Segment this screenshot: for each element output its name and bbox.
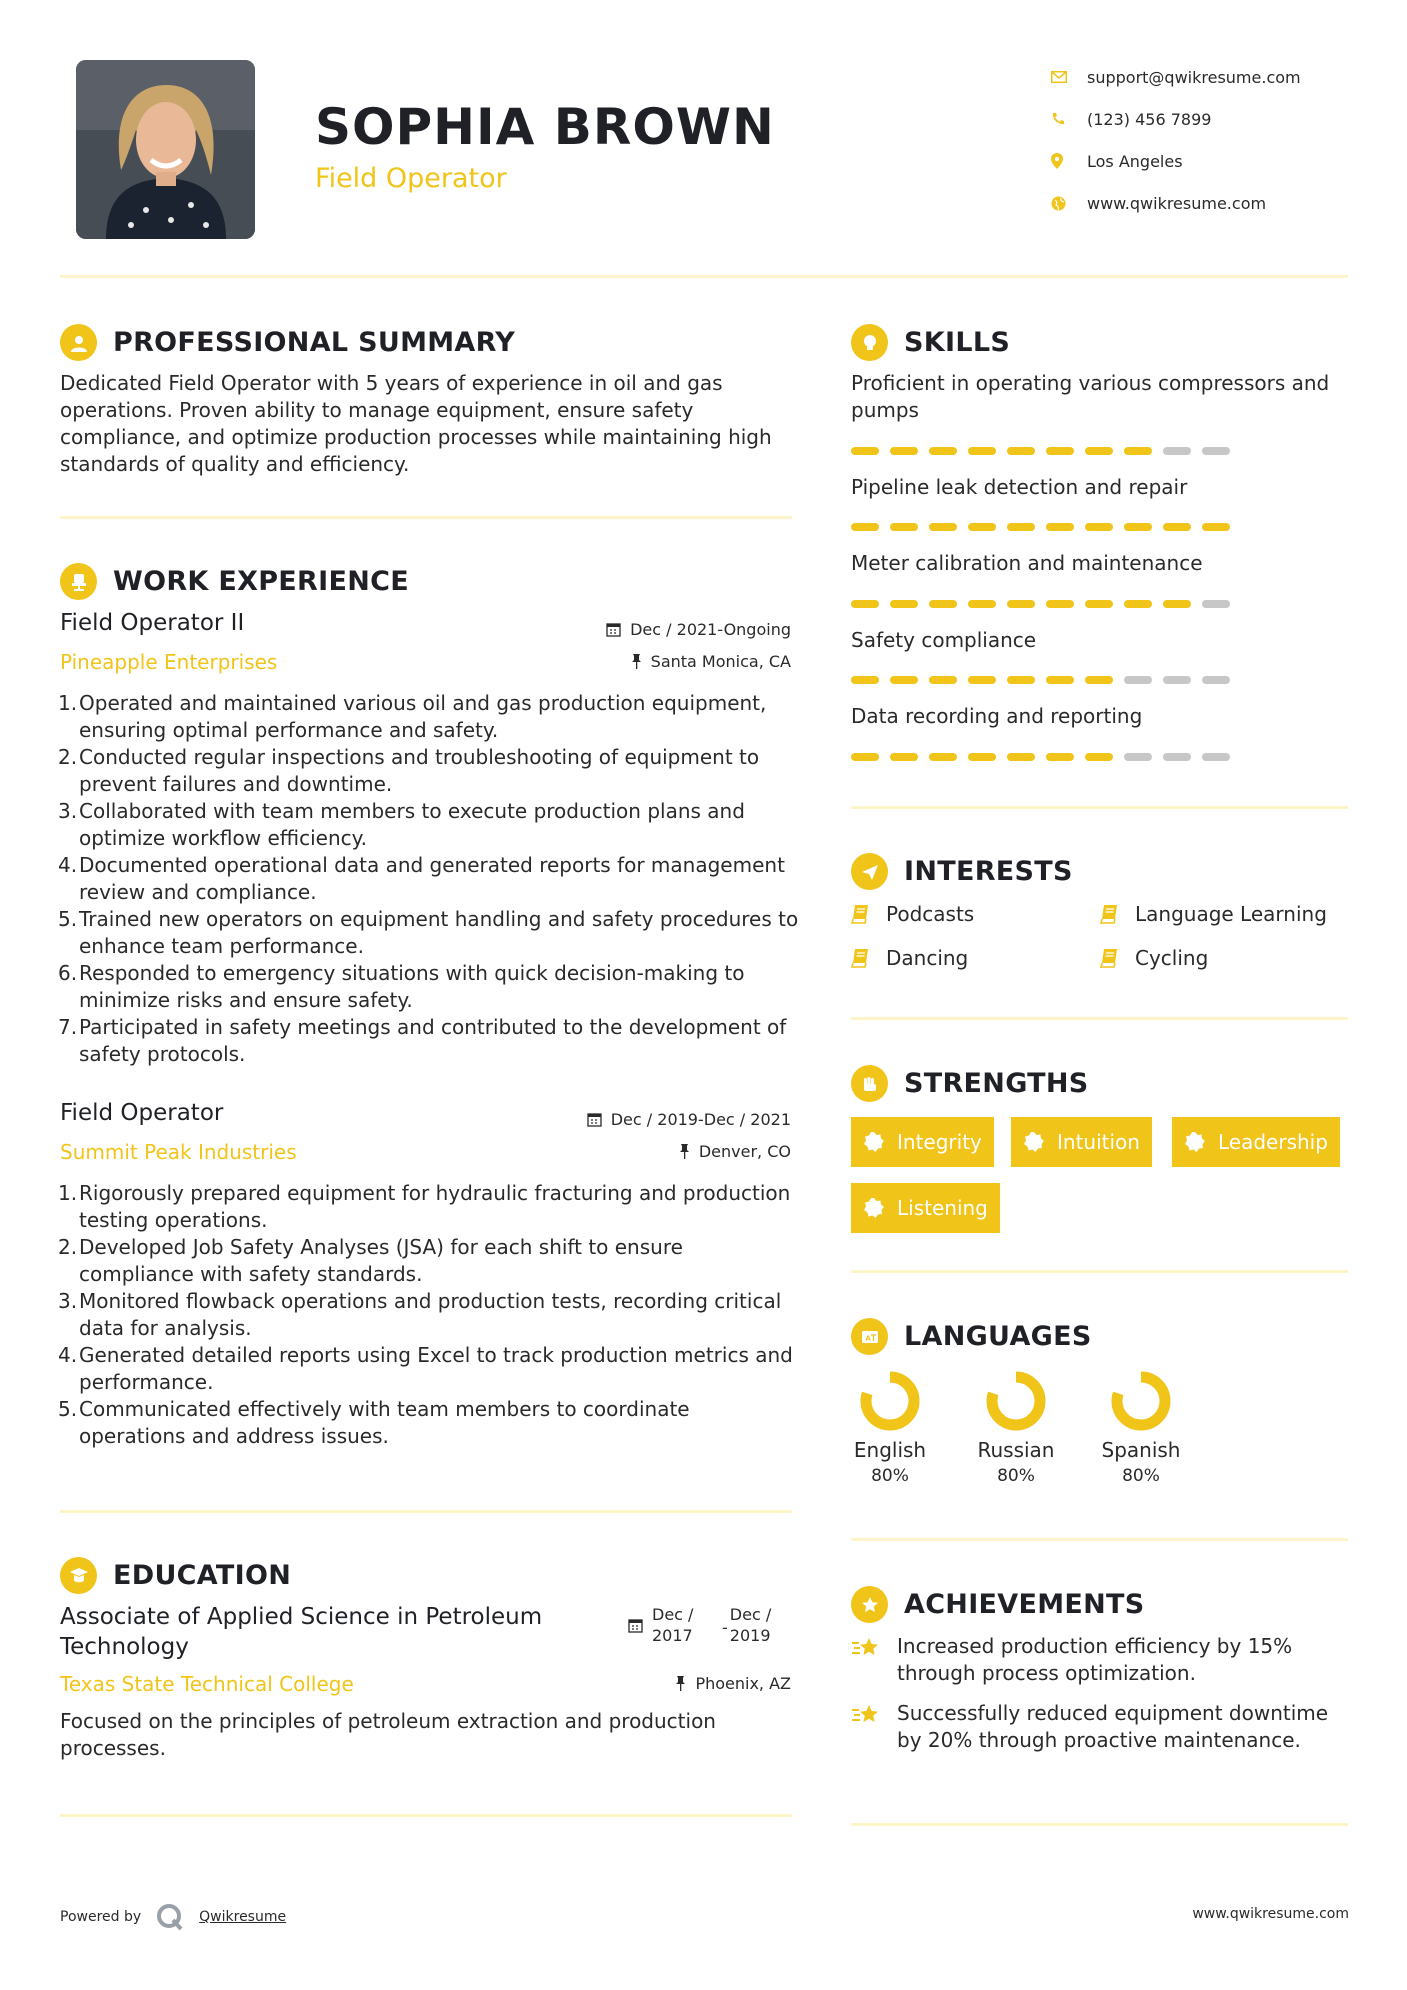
rating-dot-filled [929, 447, 957, 455]
rating-dot-empty [1202, 753, 1230, 761]
pushpin-icon [631, 654, 642, 669]
star-icon [851, 1586, 888, 1623]
experience-heading: WORK EXPERIENCE [113, 566, 409, 597]
languages-heading: LANGUAGES [904, 1321, 1092, 1352]
skill-1-rating [851, 447, 1230, 455]
badge-icon [863, 1197, 885, 1219]
rating-dot-filled [1085, 676, 1113, 684]
qwikresume-logo-icon [155, 1902, 185, 1932]
achievements-header [851, 1586, 1145, 1623]
rating-dot-filled [1007, 676, 1035, 684]
svg-text:A: A [865, 1334, 871, 1342]
job-2-location [679, 1142, 791, 1161]
lightbulb-icon [851, 324, 888, 361]
job-2-dates [587, 1110, 791, 1129]
language-percent: 80% [1122, 1466, 1160, 1486]
badge-icon [1023, 1131, 1045, 1153]
strength-chip: Intuition [1011, 1117, 1152, 1167]
rating-dot-filled [1085, 600, 1113, 608]
interests-header [851, 853, 1073, 890]
list-item: 6. Responded to emergency situations with quick decision-making to minimize risks and ensure safety. [58, 961, 745, 1012]
skill-1-name: Proficient in operating various compressors and pumps [851, 371, 1330, 422]
language-progress-ring [985, 1370, 1047, 1432]
language-item [961, 1370, 1071, 1486]
user-icon [60, 324, 97, 361]
education-dates [628, 1604, 782, 1646]
skill-5-name: Data recording and reporting [851, 704, 1143, 728]
job-1-location-text: Santa Monica, CA [650, 652, 791, 671]
book-icon [851, 904, 870, 924]
skill-2-rating [851, 523, 1230, 531]
strengths-header [851, 1065, 1089, 1102]
language-percent: 80% [997, 1466, 1035, 1486]
contact-website-text: www.qwikresume.com [1087, 193, 1267, 213]
job-1-dates [606, 620, 791, 639]
footer-branding [60, 1902, 286, 1932]
shooting-star-icon [851, 1702, 883, 1728]
interest-item: Dancing [851, 946, 968, 970]
globe-icon [1051, 196, 1066, 211]
language-item [835, 1370, 945, 1486]
strengths-heading: STRENGTHS [904, 1068, 1089, 1099]
rating-dot-filled [851, 676, 879, 684]
rating-dot-filled [1124, 523, 1152, 531]
list-item: 1. Rigorously prepared equipment for hydraulic fracturing and production testing operations. [58, 1181, 791, 1232]
language-name: English [853, 1438, 927, 1462]
rating-dot-filled [968, 447, 996, 455]
rating-dot-filled [929, 676, 957, 684]
job-2-responsibilities [60, 1180, 800, 1450]
location-pin-icon [1051, 153, 1063, 169]
job-1-location [631, 652, 791, 671]
languages-header [851, 1318, 1092, 1355]
language-progress-ring [859, 1370, 921, 1432]
rating-dot-empty [1124, 753, 1152, 761]
header-divider [60, 275, 1348, 278]
candidate-title: Field Operator [315, 163, 507, 194]
achievements-heading: ACHIEVEMENTS [904, 1589, 1145, 1620]
rating-dot-filled [1124, 600, 1152, 608]
list-item: 3. Monitored flowback operations and production tests, recording critical data for analysis. [58, 1289, 782, 1340]
pushpin-icon [675, 1676, 686, 1691]
skills-divider [851, 806, 1348, 809]
paper-plane-icon [851, 853, 888, 890]
profile-photo [76, 60, 255, 239]
interests-divider [851, 1017, 1348, 1020]
summary-divider [60, 516, 792, 519]
contact-location-text: Los Angeles [1087, 151, 1183, 171]
strength-chip: Listening [851, 1183, 1000, 1233]
rating-dot-filled [1163, 600, 1191, 608]
strengths-divider [851, 1270, 1348, 1273]
list-item: 4. Generated detailed reports using Excel to track production metrics and performance. [58, 1343, 793, 1394]
book-icon [1100, 948, 1119, 968]
pushpin-icon [679, 1144, 690, 1159]
rating-dot-filled [851, 600, 879, 608]
rating-dot-filled [851, 523, 879, 531]
rating-dot-filled [890, 600, 918, 608]
calendar-icon [587, 1112, 602, 1127]
contact-phone[interactable] [1051, 98, 1371, 140]
list-item: 1. Operated and maintained various oil and gas production equipment, ensuring optimal performance and safety. [58, 691, 767, 742]
experience-header [60, 563, 409, 600]
language-name: Spanish [1101, 1438, 1181, 1462]
education-heading: EDUCATION [113, 1560, 292, 1591]
rating-dot-empty [1124, 676, 1152, 684]
achievement-item [851, 1700, 1331, 1754]
languages-divider [851, 1538, 1348, 1541]
education-location-text: Phoenix, AZ [695, 1674, 791, 1693]
language-item [1086, 1370, 1196, 1486]
job-1-title: Field Operator II [60, 610, 245, 636]
candidate-name: SOPHIA BROWN [315, 98, 775, 156]
achievement-item [851, 1633, 1331, 1687]
phone-icon [1051, 112, 1065, 126]
language-percent: 80% [871, 1466, 909, 1486]
interest-item: Podcasts [851, 902, 974, 926]
rating-dot-filled [929, 753, 957, 761]
job-2-location-text: Denver, CO [698, 1142, 791, 1161]
date-separator: - [722, 1618, 728, 1637]
rating-dot-filled [851, 447, 879, 455]
graduate-icon [60, 1557, 97, 1594]
rating-dot-empty [1163, 676, 1191, 684]
footer-url[interactable]: www.qwikresume.com [1192, 1906, 1349, 1922]
rating-dot-filled [1007, 523, 1035, 531]
badge-icon [863, 1131, 885, 1153]
rating-dot-filled [1202, 523, 1230, 531]
achievements-divider [851, 1823, 1348, 1826]
rating-dot-filled [851, 753, 879, 761]
rating-dot-empty [1163, 753, 1191, 761]
rating-dot-filled [1163, 523, 1191, 531]
list-item: 4. Documented operational data and generated reports for management review and compliance. [58, 853, 785, 904]
rating-dot-filled [929, 600, 957, 608]
job-1-responsibilities [60, 690, 800, 1068]
language-progress-ring [1110, 1370, 1172, 1432]
envelope-icon [1051, 71, 1067, 83]
education-start: Dec / 2017 [652, 1605, 694, 1645]
school-name: Texas State Technical College [60, 1672, 354, 1696]
rating-dot-filled [1007, 753, 1035, 761]
education-divider [60, 1814, 792, 1817]
translate-icon [851, 1318, 888, 1355]
strength-chip: Leadership [1172, 1117, 1340, 1167]
skills-heading: SKILLS [904, 327, 1011, 358]
interests-heading: INTERESTS [904, 856, 1073, 887]
rating-dot-filled [890, 753, 918, 761]
list-item: 3. Collaborated with team members to execute production plans and optimize workflow efficiency. [58, 799, 745, 850]
achievement-text: Successfully reduced equipment downtime by 20% through proactive maintenance. [897, 1701, 1329, 1752]
contact-list [1051, 56, 1371, 224]
qwikresume-link[interactable]: Qwikresume [199, 1909, 287, 1925]
skill-5-rating [851, 753, 1230, 761]
strength-chip: Integrity [851, 1117, 994, 1167]
rating-dot-empty [1163, 447, 1191, 455]
book-icon [1100, 904, 1119, 924]
powered-by-label: Powered by [60, 1909, 142, 1925]
rating-dot-filled [1046, 753, 1074, 761]
rating-dot-empty [1202, 676, 1230, 684]
contact-location [1051, 140, 1371, 182]
job-2-title: Field Operator [60, 1100, 224, 1126]
rating-dot-filled [968, 676, 996, 684]
summary-header [60, 324, 515, 361]
badge-icon [1184, 1131, 1206, 1153]
shooting-star-icon [851, 1635, 883, 1661]
rating-dot-filled [1046, 600, 1074, 608]
degree-title: Associate of Applied Science in Petroleum Technology [60, 1604, 543, 1660]
contact-email-text: support@qwikresume.com [1087, 67, 1301, 87]
list-item: 5. Communicated effectively with team members to coordinate operations and address issues. [58, 1397, 690, 1448]
skill-3-rating [851, 600, 1230, 608]
interest-item: Language Learning [1100, 902, 1327, 926]
office-chair-icon [60, 563, 97, 600]
rating-dot-filled [1124, 447, 1152, 455]
fist-icon [851, 1065, 888, 1102]
rating-dot-filled [890, 523, 918, 531]
calendar-icon [606, 622, 621, 637]
skill-3-name: Meter calibration and maintenance [851, 551, 1203, 575]
summary-text: Dedicated Field Operator with 5 years of experience in oil and gas operations. Proven ability to manage equipment, ensure safety compliance, and optimize production processes while maintaining high standards of quality and efficiency. [60, 371, 772, 476]
education-end: Dec / 2019 [729, 1605, 772, 1645]
language-name: Russian [977, 1438, 1055, 1462]
skill-4-rating [851, 676, 1230, 684]
skill-4-name: Safety compliance [851, 628, 1037, 652]
rating-dot-filled [929, 523, 957, 531]
list-item: 2. Developed Job Safety Analyses (JSA) for each shift to ensure compliance with safety standards. [58, 1235, 683, 1286]
job-1-dates-text: Dec / 2021-Ongoing [630, 620, 791, 639]
summary-heading: PROFESSIONAL SUMMARY [113, 327, 516, 358]
skill-2-name: Pipeline leak detection and repair [851, 475, 1188, 499]
job-2-dates-text: Dec / 2019-Dec / 2021 [610, 1110, 791, 1129]
job-2-company: Summit Peak Industries [60, 1140, 297, 1164]
book-icon [851, 948, 870, 968]
rating-dot-filled [1007, 600, 1035, 608]
rating-dot-filled [1007, 447, 1035, 455]
contact-phone-text: (123) 456 7899 [1087, 109, 1212, 129]
education-location [675, 1674, 791, 1693]
experience-divider [60, 1510, 792, 1513]
rating-dot-filled [968, 753, 996, 761]
rating-dot-empty [1202, 447, 1230, 455]
list-item: 5. Trained new operators on equipment handling and safety procedures to enhance team performance. [58, 907, 799, 958]
calendar-icon [628, 1618, 643, 1633]
list-item: 2. Conducted regular inspections and troubleshooting of equipment to prevent failures and downtime. [58, 745, 760, 796]
rating-dot-filled [1085, 447, 1113, 455]
rating-dot-filled [1046, 447, 1074, 455]
rating-dot-filled [1085, 523, 1113, 531]
interest-item: Cycling [1100, 946, 1208, 970]
skills-header [851, 324, 1010, 361]
list-item: 7. Participated in safety meetings and contributed to the development of safety protocols. [58, 1015, 787, 1066]
education-header [60, 1557, 291, 1594]
rating-dot-filled [1046, 676, 1074, 684]
rating-dot-filled [890, 676, 918, 684]
job-1-company: Pineapple Enterprises [60, 650, 278, 674]
rating-dot-empty [1202, 600, 1230, 608]
rating-dot-filled [968, 600, 996, 608]
contact-email[interactable] [1051, 56, 1371, 98]
education-description: Focused on the principles of petroleum extraction and production processes. [60, 1709, 716, 1760]
rating-dot-filled [968, 523, 996, 531]
rating-dot-filled [890, 447, 918, 455]
achievement-text: Increased production efficiency by 15% through process optimization. [897, 1634, 1293, 1685]
rating-dot-filled [1085, 753, 1113, 761]
rating-dot-filled [1046, 523, 1074, 531]
contact-website[interactable] [1051, 182, 1371, 224]
